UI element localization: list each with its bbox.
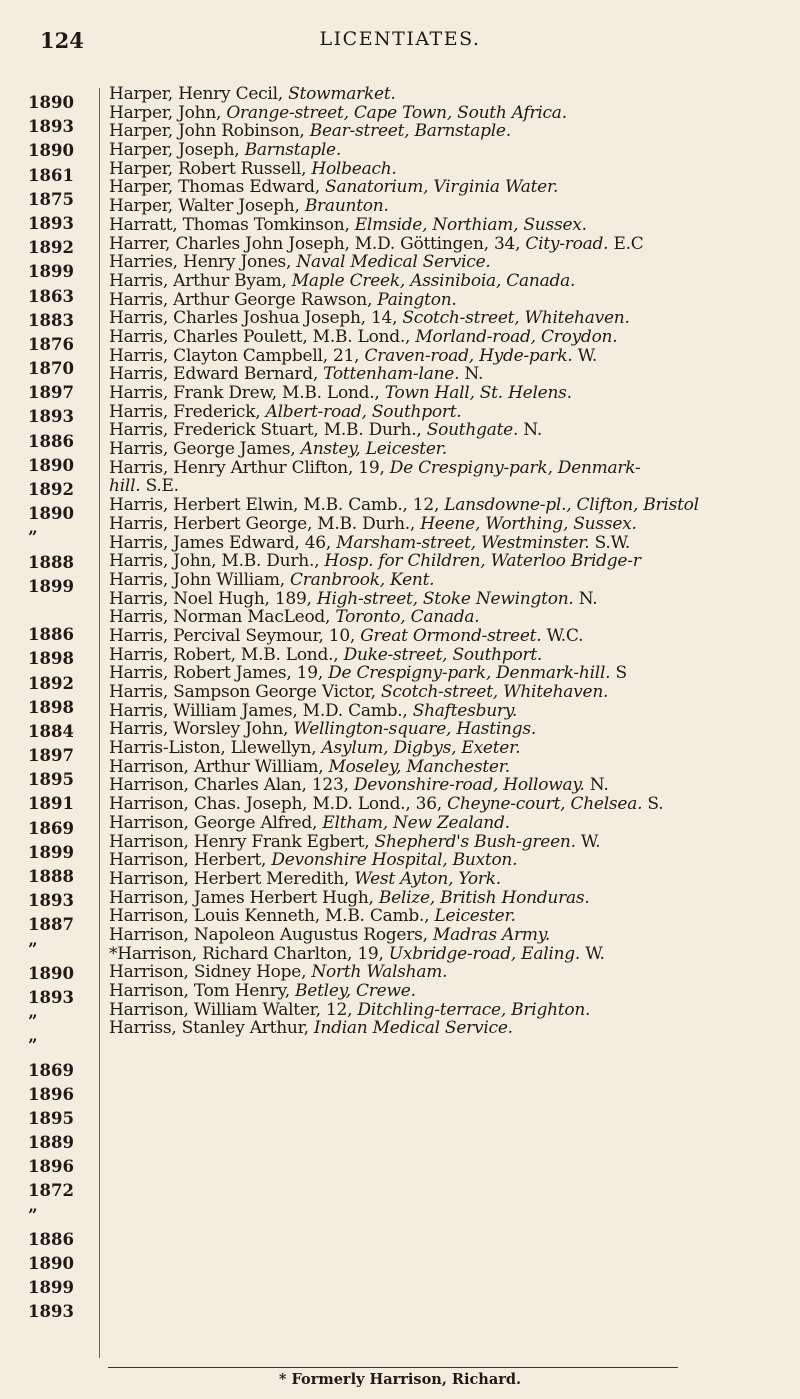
entry-address: Anstey, Leicester. [300, 440, 447, 459]
entry-address: Town Hall, St. Helens. [384, 384, 572, 403]
entry-district: W. [575, 832, 601, 852]
entry-district: S. [642, 795, 664, 814]
entry-line [109, 216, 795, 235]
entry-line [109, 197, 795, 216]
entry-name: Harper, John Robinson, [109, 122, 310, 142]
entry-line [109, 776, 795, 795]
entry-line [109, 178, 795, 197]
entry-name: Harris, Herbert George, M.B. Durh., [109, 514, 421, 534]
entry-line [109, 272, 795, 291]
entry-line [109, 982, 795, 1001]
footnote-rule [108, 1367, 678, 1368]
entry-name: Harris, Frederick, [109, 402, 266, 422]
entry-district: W. [572, 346, 598, 366]
year-item: 1872 [28, 1181, 74, 1201]
entry-name: Harratt, Thomas Tomkinson, [109, 215, 355, 235]
entry-name: Harrison, Herbert Meredith, [109, 869, 355, 889]
entry-address: Stowmarket. [288, 85, 396, 104]
entry-district: S.W. [589, 533, 630, 553]
entry-address: Bear-street, Barnstaple. [309, 122, 511, 142]
year-item: 1892 [28, 480, 74, 499]
entry-line [109, 702, 795, 721]
entry-line [109, 328, 795, 347]
entry-line [109, 552, 795, 571]
entry-name: Harris, Arthur Byam, [109, 271, 292, 291]
year-item: ” [28, 1205, 38, 1225]
entry-name: *Harrison, Richard Charlton, 19, [109, 944, 389, 964]
entry-line [109, 739, 795, 758]
year-item: 1896 [28, 1157, 74, 1177]
entry-address: Elmside, Northiam, Sussex. [354, 215, 587, 235]
entry-address: Shepherd's Bush-green. [374, 832, 576, 852]
entry-line [109, 608, 795, 627]
entry-line [109, 889, 795, 908]
entry-line [109, 758, 795, 777]
entry-name: Harper, Thomas Edward, [109, 178, 326, 198]
entry-line [109, 309, 795, 328]
year-item: 1890 [28, 93, 74, 112]
entry-line [109, 253, 795, 272]
entry-name: Harrison, James Herbert Hugh, [109, 888, 379, 908]
entry-address: Devonshire-road, Holloway. [353, 776, 585, 796]
entry-line [109, 907, 795, 926]
entry-district: W.C. [541, 626, 584, 646]
entry-address: Cranbrook, Kent. [290, 570, 435, 590]
entry-line [109, 664, 795, 683]
year-item: 1893 [28, 1302, 74, 1322]
entry-name: Harris, Noel Hugh, 189, [109, 589, 317, 609]
entry-line [109, 160, 795, 179]
entry-name: Harrison, William Walter, 12, [109, 1000, 358, 1020]
year-item: 1870 [28, 359, 74, 379]
entry-name: Harris, Frederick Stuart, M.B. Durh., [109, 421, 427, 441]
year-item: 1896 [28, 1084, 74, 1104]
entry-district: S.E. [140, 477, 179, 497]
year-item: 1893 [28, 891, 74, 911]
entry-address: Madras Army. [432, 925, 550, 945]
entry-address: Uxbridge-road, Ealing. [388, 944, 581, 964]
entry-line [109, 571, 795, 590]
entry-address: Asylum, Digbys, Exeter. [321, 739, 521, 758]
entry-name: Harrison, Napoleon Augustus Rogers, [109, 925, 433, 945]
entry-address: Indian Medical Service. [313, 1019, 513, 1039]
year-item: 1886 [28, 431, 74, 451]
entry-address: Devonshire Hospital, Buxton. [271, 851, 518, 870]
entry-name: Harrison, Charles Alan, 123, [109, 776, 354, 796]
year-item: 1888 [28, 867, 74, 886]
year-item: 1898 [28, 649, 74, 669]
year-item: 1895 [28, 1108, 74, 1128]
entry-address: Wellington-square, Hastings. [293, 720, 537, 740]
entry-name: Harris, Clayton Campbell, 21, [109, 346, 365, 366]
year-item: 1898 [28, 697, 74, 717]
entry-district: N. [459, 365, 484, 384]
entry-name: Harrison, Herbert, [109, 851, 272, 870]
entry-line [109, 534, 795, 553]
entry-line [109, 496, 795, 515]
entry-address: Duke-street, Southport. [343, 645, 543, 665]
year-item: 1895 [28, 770, 74, 790]
entry-name: Harris, William James, M.D. Camb., [109, 701, 413, 721]
entry-address: Leicester. [434, 907, 516, 926]
entry-address: Paington. [377, 290, 457, 310]
entry-address: Sanatorium, Virginia Water. [325, 178, 559, 198]
year-item: 1897 [28, 383, 74, 403]
year-item: 1890 [28, 141, 74, 161]
entry-district: N. [518, 421, 542, 441]
year-item: 1893 [28, 407, 74, 427]
entry-address: Betley, Crewe. [295, 982, 416, 1001]
year-item: 1892 [28, 238, 74, 258]
entry-address: Orange-street, Cape Town, South Africa. [226, 103, 567, 123]
entry-name: Harris, Frank Drew, M.B. Lond., [109, 384, 385, 403]
entry-address: Eltham, New Zealand. [322, 813, 510, 833]
entry-address: De Crespigny-park, Denmark- [389, 458, 641, 478]
entry-name: Harrison, Louis Kenneth, M.B. Camb., [109, 907, 435, 926]
entry-address: Holbeach. [311, 159, 397, 179]
entry-line [109, 365, 795, 384]
entry-name: Harrison, Tom Henry, [109, 982, 296, 1001]
entry-line [109, 122, 795, 141]
entry-line [109, 477, 795, 496]
year-item: 1888 [28, 552, 74, 572]
year-item: 1899 [28, 262, 74, 282]
entry-name: Harris, George James, [109, 440, 301, 459]
year-item: ” [28, 1036, 38, 1056]
entry-line [109, 235, 795, 254]
entry-address: Cheyne-court, Chelsea. [447, 795, 643, 814]
entry-address: De Crespigny-park, Denmark-hill. [328, 664, 611, 683]
entry-name: Harris-Liston, Llewellyn, [109, 739, 322, 758]
running-title: LICENTIATES. [319, 28, 481, 50]
entry-line [109, 515, 795, 534]
entry-name: Harris, Percival Seymour, 10, [109, 626, 361, 646]
entry-name: Harris, John, M.B. Durh., [109, 552, 325, 571]
year-item: 1883 [28, 310, 74, 330]
year-item: 1899 [28, 842, 74, 862]
entry-line [109, 814, 795, 833]
entry-address: Barnstaple. [244, 141, 342, 160]
year-item: 1893 [28, 117, 74, 137]
year-item [28, 599, 94, 623]
entry-address: Braunton. [304, 197, 389, 216]
entry-name: Harrison, Arthur William, [109, 757, 329, 777]
year-item: 1886 [28, 1229, 74, 1249]
entry-line [109, 926, 795, 945]
year-column [28, 91, 94, 1325]
year-item: 1863 [28, 286, 74, 306]
entry-address: hill. [109, 477, 141, 497]
entry-district: W. [580, 944, 605, 964]
entry-address: Hosp. for Children, Waterloo Bridge-r [324, 552, 641, 571]
entry-name: Harris, Edward Bernard, [109, 365, 324, 384]
entry-name: Harrison, Henry Frank Egbert, [109, 832, 375, 852]
entry-name: Harris, Worsley John, [109, 720, 294, 740]
entry-address: Toronto, Canada. [335, 608, 480, 627]
entry-line [109, 1001, 795, 1020]
entry-name: Harris, Sampson George Victor, [109, 683, 381, 702]
entry-address: Scotch-street, Whitehaven. [380, 683, 609, 702]
entry-address: Marsham-street, Westminster. [336, 533, 590, 553]
entry-line [109, 683, 795, 702]
entry-line [109, 347, 795, 366]
entry-line [109, 945, 795, 964]
entry-district: N. [584, 776, 609, 796]
entry-address: Lansdowne-pl., Clifton, Bristol [444, 496, 699, 515]
entry-name: Harrison, Sidney Hope, [109, 963, 312, 982]
entry-name: Harriss, Stanley Arthur, [109, 1019, 314, 1039]
entry-name: Harries, Henry Jones, [109, 253, 297, 272]
entry-address: West Ayton, York. [354, 869, 501, 889]
page-header [0, 28, 800, 58]
entry-name: Harrison, Chas. Joseph, M.D. Lond., 36, [109, 795, 448, 814]
entry-name: Harper, Robert Russell, [109, 159, 312, 179]
entry-address: City-road. [525, 234, 609, 254]
entry-line [109, 85, 795, 104]
entry-address: Morland-road, Croydon. [415, 327, 618, 347]
page-number: 124 [40, 28, 84, 53]
year-item: 1887 [28, 915, 74, 935]
entry-address: Maple Creek, Assiniboia, Canada. [291, 271, 576, 291]
entry-district: S [610, 664, 627, 683]
entry-name: Harrer, Charles John Joseph, M.D. Göttingen, 34, [109, 234, 526, 254]
entry-line [109, 795, 795, 814]
year-item: 1889 [28, 1133, 74, 1153]
year-item: ” [28, 939, 38, 959]
entry-line [109, 440, 795, 459]
year-item: 1890 [28, 455, 74, 475]
entry-district: N. [573, 589, 598, 609]
entry-name: Harris, Herbert Elwin, M.B. Camb., 12, [109, 496, 445, 515]
entry-line [109, 833, 795, 852]
year-item: 1897 [28, 746, 74, 766]
entry-address: Great Ormond-street. [360, 626, 542, 646]
year-item: 1890 [28, 963, 74, 983]
entry-line [109, 141, 795, 160]
entry-line [109, 963, 795, 982]
entry-name: Harris, Charles Joshua Joseph, 14, [109, 309, 403, 328]
entry-name: Harper, Walter Joseph, [109, 197, 305, 216]
year-item: 1893 [28, 987, 74, 1007]
year-item: ” [28, 1012, 38, 1032]
entry-address: Shaftesbury. [412, 701, 518, 721]
entry-line [109, 421, 795, 440]
year-item: 1899 [28, 576, 74, 596]
year-item: 1884 [28, 721, 74, 741]
entry-line [109, 720, 795, 739]
entry-line [109, 627, 795, 646]
entry-line [109, 870, 795, 889]
entry-line [109, 104, 795, 123]
year-item: 1890 [28, 504, 74, 524]
year-item: 1869 [28, 1060, 74, 1080]
entry-district: E.C [608, 234, 644, 254]
year-item: 1893 [28, 213, 74, 233]
entry-address: Craven-road, Hyde-park. [364, 346, 573, 366]
entry-name: Harris, James Edward, 46, [109, 533, 337, 553]
entry-address: Heene, Worthing, Sussex. [420, 514, 637, 534]
year-item: 1869 [28, 818, 74, 838]
entry-line [109, 851, 795, 870]
entry-name: Harper, Joseph, [109, 141, 245, 160]
year-item: ” [28, 528, 38, 548]
entry-line [109, 403, 795, 422]
entry-name: Harper, Henry Cecil, [109, 85, 289, 104]
entry-name: Harris, Henry Arthur Clifton, 19, [109, 458, 390, 478]
year-item: 1875 [28, 189, 74, 209]
entry-name: Harrison, George Alfred, [109, 813, 323, 833]
entry-address: Belize, British Honduras. [378, 888, 590, 908]
entry-address: High-street, Stoke Newington. [316, 589, 574, 609]
entry-address: Naval Medical Service. [296, 253, 491, 272]
entry-name: Harris, John William, [109, 570, 291, 590]
entry-name: Harris, Robert James, 19, [109, 664, 329, 683]
footnote: * Formerly Harrison, Richard. [278, 1371, 522, 1388]
column-divider [99, 88, 100, 1358]
entry-name: Harris, Arthur George Rawson, [109, 290, 378, 310]
year-item: 1876 [28, 334, 74, 354]
entry-name: Harper, John, [109, 103, 227, 123]
entry-list [109, 85, 795, 1038]
entry-address: Moseley, Manchester. [328, 757, 510, 777]
year-item: 1892 [28, 673, 74, 693]
entry-name: Harris, Charles Poulett, M.B. Lond., [109, 327, 416, 347]
year-item: 1886 [28, 625, 74, 645]
entry-address: Ditchling-terrace, Brighton. [357, 1000, 591, 1020]
entry-line [109, 459, 795, 478]
entry-name: Harris, Robert, M.B. Lond., [109, 645, 344, 665]
year-item: 1891 [28, 794, 74, 814]
entry-line [109, 646, 795, 665]
entry-name: Harris, Norman MacLeod, [109, 608, 336, 627]
entry-address: Tottenham-lane. [323, 365, 460, 384]
entry-address: North Walsham. [311, 963, 448, 982]
entry-address: Scotch-street, Whitehaven. [402, 309, 630, 328]
entry-line [109, 590, 795, 609]
entry-address: Southgate. [426, 421, 519, 441]
entry-line [109, 384, 795, 403]
entry-address: Albert-road, Southport. [265, 402, 462, 422]
year-item: 1861 [28, 165, 74, 185]
year-item: 1890 [28, 1254, 74, 1273]
entry-line [109, 1019, 795, 1038]
year-item: 1899 [28, 1278, 74, 1298]
entry-line [109, 291, 795, 310]
